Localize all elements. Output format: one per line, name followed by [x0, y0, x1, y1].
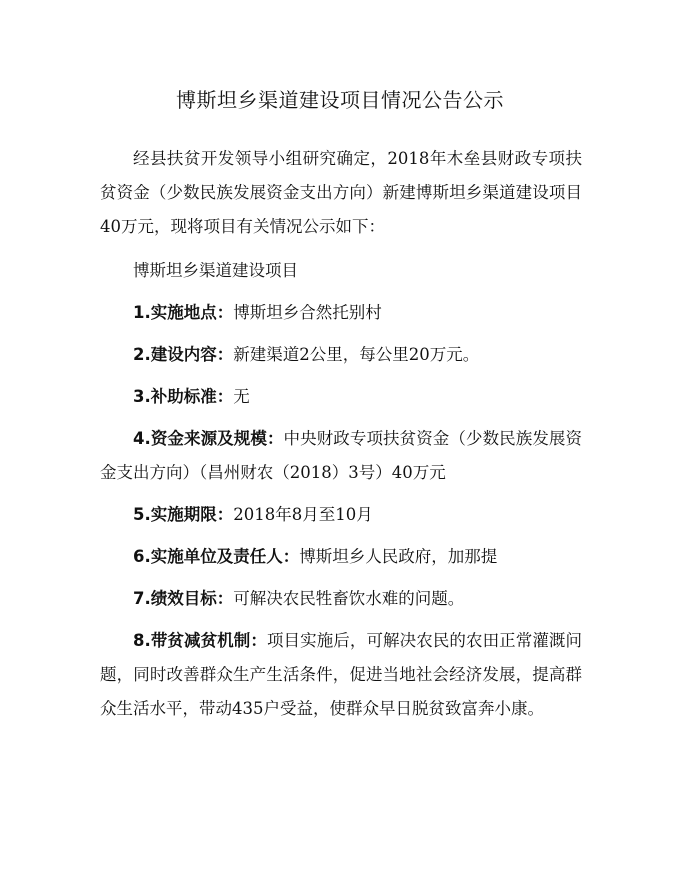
- item-label: 1.实施地点：: [133, 303, 234, 322]
- item-label: 2.建设内容：: [133, 345, 234, 364]
- item-label: 6.实施单位及责任人：: [133, 547, 300, 566]
- item-text: 项目实施后，可解决农民的农田正常灌溉问题，同时改善群众生产生活条件，促进当地社会经济发展，提高群众生活水平，带动435户受益，使群众早日脱贫致富奔小康。: [100, 631, 583, 718]
- item-construction-content: [100, 338, 582, 372]
- item-fund-source: [100, 422, 582, 490]
- item-label: 8.带贫减贫机制：: [133, 631, 267, 650]
- item-label: 4.资金来源及规模：: [133, 429, 284, 448]
- item-performance-goal: [100, 582, 582, 616]
- item-responsible-unit: [100, 540, 582, 574]
- item-text: 新建渠道2公里，每公里20万元。: [233, 345, 480, 364]
- document-title: 博斯坦乡渠道建设项目情况公告公示: [176, 88, 504, 112]
- item-text: 可解决农民牲畜饮水难的问题。: [233, 589, 465, 608]
- item-text: 博斯坦乡人民政府，加那提: [299, 547, 498, 566]
- item-text: 2018年8月至10月: [233, 505, 373, 524]
- item-text: 中央财政专项扶贫资金（少数民族发展资金支出方向）（昌州财农（2018）3号）40万元: [100, 429, 583, 482]
- item-poverty-mechanism: [100, 624, 582, 726]
- item-subsidy-standard: [100, 380, 582, 414]
- item-implementation-period: [100, 498, 582, 532]
- item-location: [100, 296, 582, 330]
- item-label: 7.绩效目标：: [133, 589, 234, 608]
- project-name: 博斯坦乡渠道建设项目: [133, 261, 298, 280]
- item-text: 无: [233, 387, 250, 406]
- item-label: 3.补助标准：: [133, 387, 234, 406]
- intro-paragraph: 经县扶贫开发领导小组研究确定，2018年木垒县财政专项扶贫资金（少数民族发展资金支出方向）新建博斯坦乡渠道建设项目40万元，现将项目有关情况公示如下：: [100, 149, 582, 236]
- document-body: [100, 142, 582, 734]
- item-label: 5.实施期限：: [133, 505, 234, 524]
- item-text: 博斯坦乡合然托别村: [233, 303, 382, 322]
